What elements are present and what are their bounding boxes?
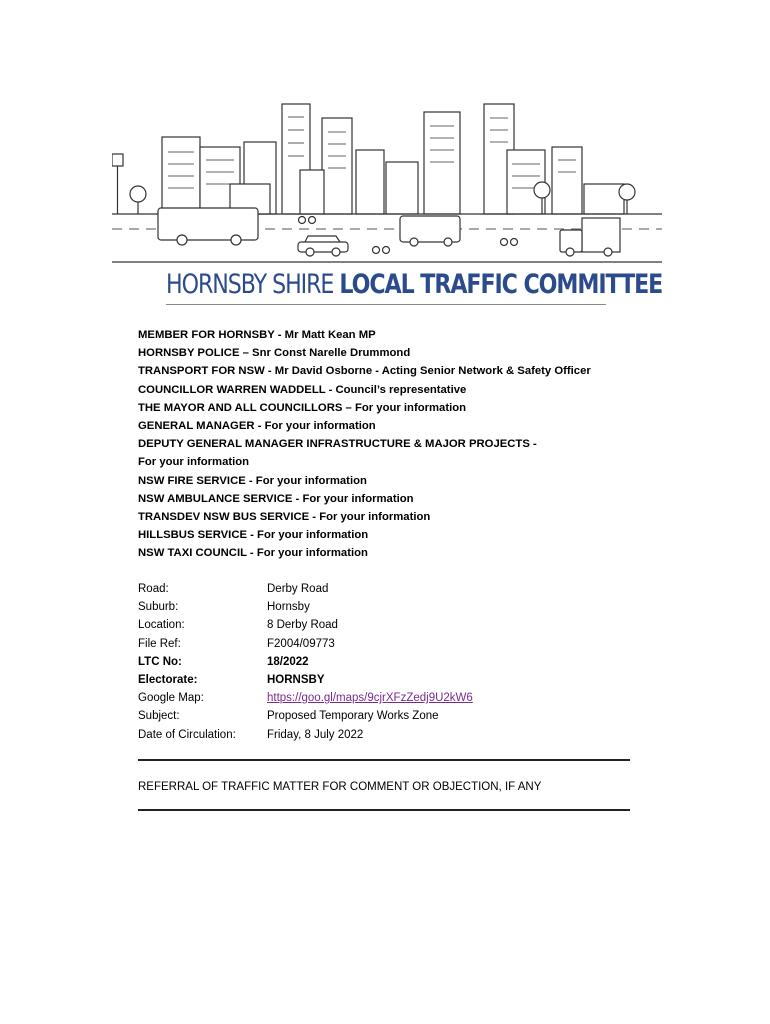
section-divider-bottom: [138, 809, 630, 811]
detail-label: Electorate:: [138, 673, 198, 686]
detail-label: Date of Circulation:: [138, 728, 236, 741]
referral-heading: REFERRAL OF TRAFFIC MATTER FOR COMMENT OR OBJECTION, IF ANY: [138, 781, 542, 793]
recipient-item: For your information: [138, 456, 250, 469]
detail-label: Google Map:: [138, 692, 204, 705]
google-map-link[interactable]: https://goo.gl/maps/9cjrXFzZedj9U2kW6: [267, 692, 473, 705]
detail-label: Subject:: [138, 710, 180, 723]
title-divider: [166, 304, 606, 305]
detail-label: LTC No:: [138, 655, 182, 668]
recipient-list: [138, 326, 658, 563]
recipient-item: NSW AMBULANCE SERVICE - For your information: [138, 492, 414, 505]
recipient-item: DEPUTY GENERAL MANAGER INFRASTRUCTURE & MAJOR PROJECTS -: [138, 438, 537, 451]
section-divider-top: [138, 759, 630, 761]
recipient-item: MEMBER FOR HORNSBY - Mr Matt Kean MP: [138, 329, 376, 341]
title-bold: LOCAL TRAFFIC COMMITTEE: [339, 269, 663, 300]
detail-value: 8 Derby Road: [267, 619, 338, 632]
recipient-item: THE MAYOR AND ALL COUNCILLORS – For your information: [138, 401, 467, 414]
detail-value: F2004/09773: [267, 637, 335, 650]
recipient-item: HORNSBY POLICE – Snr Const Narelle Drummond: [138, 347, 411, 360]
detail-value: Hornsby: [267, 601, 310, 614]
recipient-item: HILLSBUS SERVICE - For your information: [138, 529, 369, 542]
committee-title: [166, 268, 663, 302]
detail-value: Derby Road: [267, 583, 329, 595]
recipient-item: NSW TAXI COUNCIL - For your information: [138, 547, 368, 560]
detail-label: Suburb:: [138, 601, 179, 614]
detail-value: HORNSBY: [267, 673, 325, 686]
detail-label: Road:: [138, 583, 169, 595]
recipient-item: TRANSDEV NSW BUS SERVICE - For your information: [138, 511, 431, 524]
detail-label: File Ref:: [138, 637, 181, 650]
recipient-item: GENERAL MANAGER - For your information: [138, 420, 376, 433]
recipient-item: COUNCILLOR WARREN WADDELL - Council’s representative: [138, 383, 467, 396]
title-light: HORNSBY SHIRE: [166, 269, 334, 300]
recipient-item: NSW FIRE SERVICE - For your information: [138, 474, 367, 487]
detail-label: Location:: [138, 619, 185, 632]
detail-value: 18/2022: [267, 655, 309, 668]
detail-value: Friday, 8 July 2022: [267, 728, 364, 741]
recipient-item: TRANSPORT FOR NSW - Mr David Osborne - Acting Senior Network & Safety Officer: [138, 365, 591, 378]
detail-value: Proposed Temporary Works Zone: [267, 710, 439, 723]
